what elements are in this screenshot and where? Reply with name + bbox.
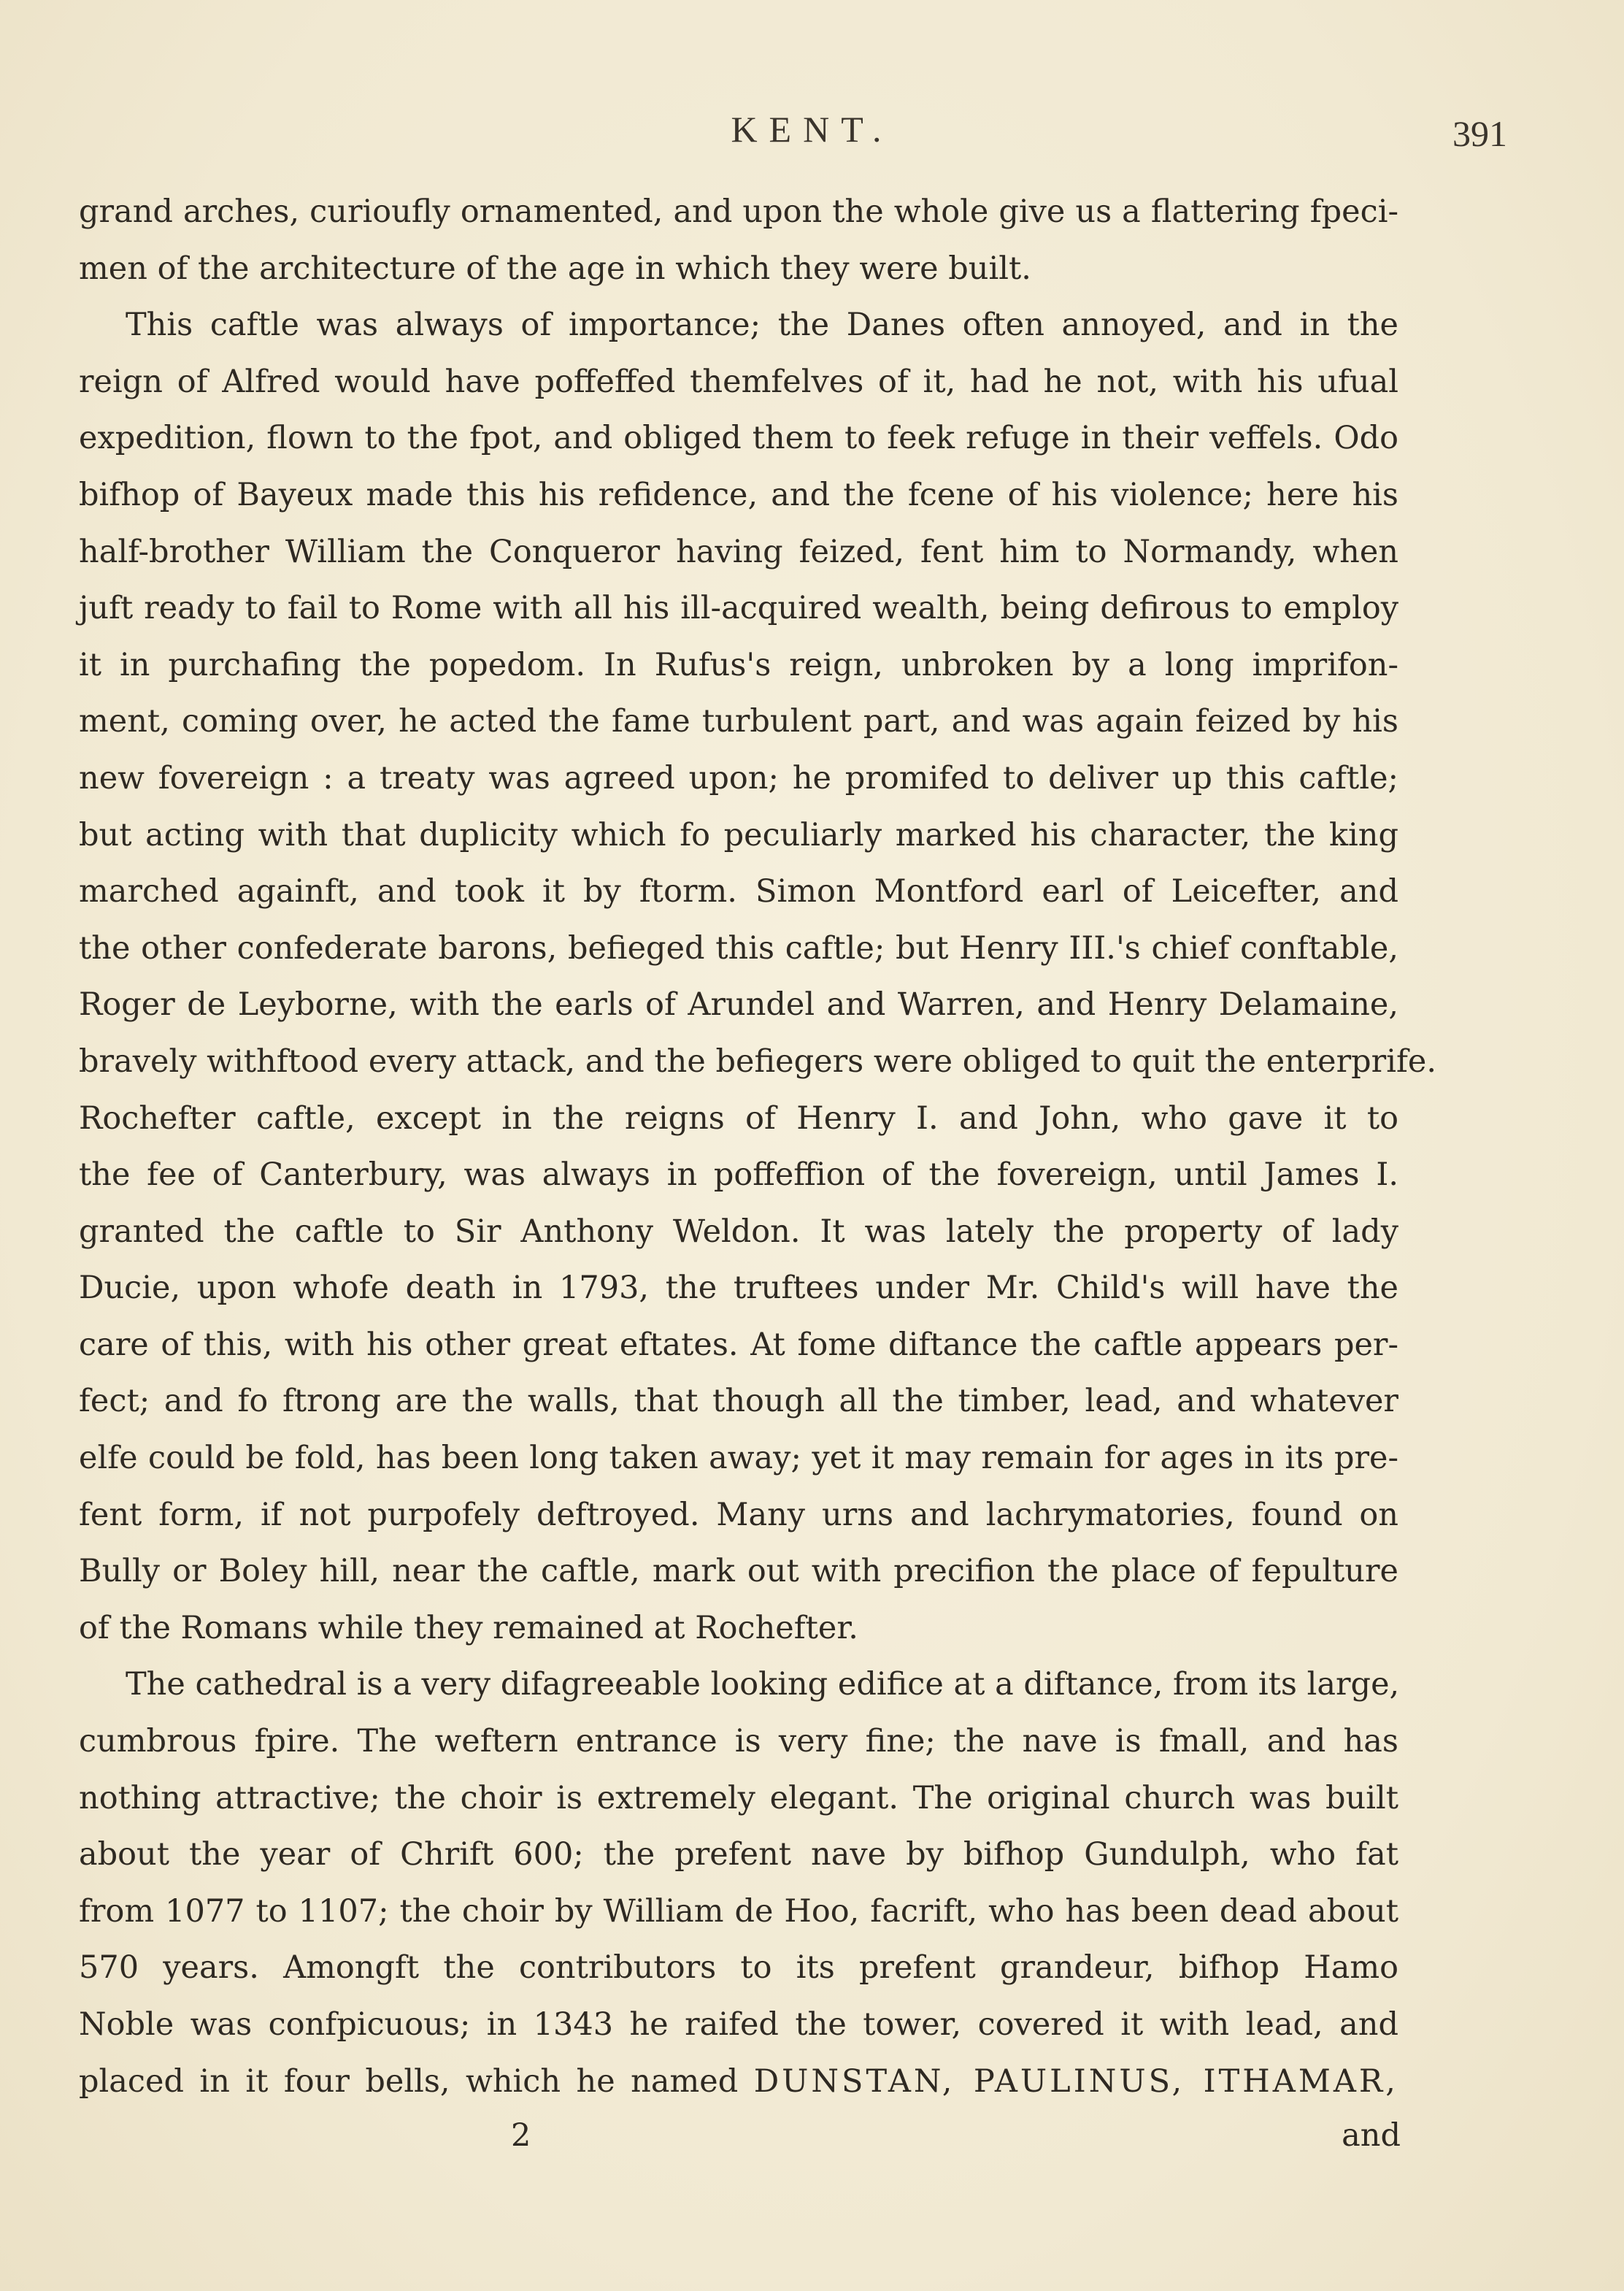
text-line: half-brother William the Conqueror having feized, fent him to Normandy, when xyxy=(79,533,1398,570)
text-line: elfe could be fold, has been long taken away; yet it may remain for ages in its pre- xyxy=(79,1440,1398,1477)
text-line: bravely withftood every attack, and the befiegers were obliged to quit the enterprife. xyxy=(79,1043,1437,1080)
catchword: and xyxy=(1342,2117,1401,2154)
text-line: The cathedral is a very difagreeable looking edifice at a diftance, from its large, xyxy=(126,1666,1400,1703)
body-text xyxy=(79,184,1437,2110)
text-line: care of this, with his other great eftates. At fome diftance the caftle appears per- xyxy=(79,1326,1398,1363)
text-line: ment, coming over, he acted the fame turbulent part, and was again feized by his xyxy=(79,703,1398,740)
text-line: expedition, flown to the fpot, and obliged them to feek refuge in their veffels. Odo xyxy=(79,420,1398,457)
text-line: cumbrous fpire. The weftern entrance is very fine; the nave is fmall, and has xyxy=(79,1723,1398,1760)
text-line: This caftle was always of importance; the Danes often annoyed, and in the xyxy=(126,307,1398,344)
text-line: the other confederate barons, befieged this caftle; but Henry III.'s chief conftable, xyxy=(79,929,1398,967)
text-line: grand arches, curioufly ornamented, and upon the whole give us a flattering fpeci- xyxy=(79,193,1398,230)
page-number: 391 xyxy=(1452,113,1507,154)
running-head: KENT. xyxy=(731,109,893,150)
text-line: 570 years. Amongft the contributors to its prefent grandeur, bifhop Hamo xyxy=(79,1949,1398,1987)
text-line: Rochefter caftle, except in the reigns of Henry I. and John, who gave it to xyxy=(79,1100,1398,1137)
text-line: Bully or Boley hill, near the caftle, mark out with precifion the place of fepulture xyxy=(79,1553,1398,1590)
text-line: nothing attractive; the choir is extremely elegant. The original church was built xyxy=(79,1779,1398,1816)
page-header xyxy=(0,108,1624,159)
text-line: the fee of Canterbury, was always in poffeffion of the fovereign, until James I. xyxy=(79,1156,1398,1194)
bell-names: DUNSTAN, PAULINUS, ITHAMAR, xyxy=(753,2062,1398,2100)
text-line: new fovereign : a treaty was agreed upon; he promifed to deliver up this caftle; xyxy=(79,759,1398,797)
text-line: granted the caftle to Sir Anthony Weldon. It was lately the property of lady xyxy=(79,1213,1398,1250)
text-line: fect; and fo ftrong are the walls, that though all the timber, lead, and whatever xyxy=(79,1383,1398,1420)
text-line: it in purchafing the popedom. In Rufus's reign, unbroken by a long imprifon- xyxy=(79,646,1398,683)
text-line: Ducie, upon whofe death in 1793, the truftees under Mr. Child's will have the xyxy=(79,1270,1398,1307)
text-line: about the year of Chrift 600; the prefent nave by bifhop Gundulph, who fat xyxy=(79,1836,1398,1873)
text-line: bifhop of Bayeux made this his refidence, and the fcene of his violence; here his xyxy=(79,476,1398,513)
text-line: Noble was confpicuous; in 1343 he raifed the tower, covered it with lead, and xyxy=(79,2006,1398,2043)
text-line: reign of Alfred would have poffeffed themfelves of it, had he not, with his ufual xyxy=(79,363,1398,400)
text-line: fent form, if not purpofely deftroyed. Many urns and lachrymatories, found on xyxy=(79,1496,1398,1533)
text-line: marched againft, and took it by ftorm. Simon Montford earl of Leicefter, and xyxy=(79,873,1398,910)
text-line: juft ready to fail to Rome with all his ill-acquired wealth, being defirous to employ xyxy=(79,590,1398,627)
text-line: Roger de Leyborne, with the earls of Arundel and Warren, and Henry Delamaine, xyxy=(79,986,1398,1024)
text-line: men of the architecture of the age in which they were built. xyxy=(79,250,1031,287)
text-line: of the Romans while they remained at Rochefter. xyxy=(79,1609,858,1646)
page-footer xyxy=(0,2117,1624,2168)
text-line-final xyxy=(79,2054,1398,2111)
text-line: but acting with that duplicity which fo peculiarly marked his character, the king xyxy=(79,816,1398,853)
text-line: from 1077 to 1107; the choir by William de Hoo, facrift, who has been dead about xyxy=(79,1892,1398,1930)
signature-mark: 2 xyxy=(511,2117,531,2154)
final-line-text: placed in it four bells, which he named xyxy=(79,2062,739,2100)
